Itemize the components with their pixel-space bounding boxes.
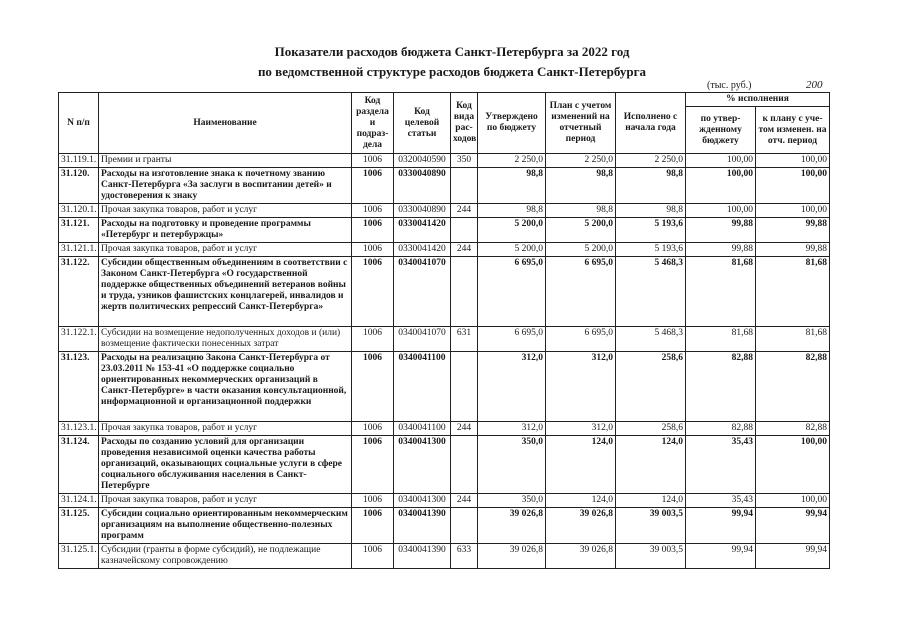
row-type-code bbox=[451, 508, 478, 544]
row-pct-plan: 100,00 bbox=[756, 494, 830, 508]
row-approved: 6 695,0 bbox=[478, 257, 546, 327]
row-name: Расходы на подготовку и проведение программы «Петербург и петербуржцы» bbox=[99, 218, 352, 243]
row-name: Прочая закупка товаров, работ и услуг bbox=[99, 422, 352, 436]
row-section-code: 1006 bbox=[352, 544, 394, 569]
row-target-code: 0340041100 bbox=[394, 352, 451, 422]
table-row bbox=[59, 508, 830, 544]
table-row bbox=[59, 327, 830, 352]
row-pct-plan: 100,00 bbox=[756, 168, 830, 204]
row-target-code: 0340041390 bbox=[394, 508, 451, 544]
row-approved: 39 026,8 bbox=[478, 544, 546, 569]
row-executed: 2 250,0 bbox=[616, 154, 686, 168]
row-executed: 258,6 bbox=[616, 422, 686, 436]
row-pct-budget: 99,88 bbox=[686, 243, 756, 257]
page-number: 200 bbox=[806, 79, 823, 91]
row-plan: 98,8 bbox=[546, 204, 616, 218]
row-target-code: 0340041070 bbox=[394, 327, 451, 352]
row-type-code: 244 bbox=[451, 494, 478, 508]
row-approved: 312,0 bbox=[478, 352, 546, 422]
row-target-code: 0340041070 bbox=[394, 257, 451, 327]
row-approved: 350,0 bbox=[478, 436, 546, 494]
row-type-code bbox=[451, 352, 478, 422]
row-pct-plan: 99,88 bbox=[756, 243, 830, 257]
header-pct-group: % исполнения bbox=[686, 93, 830, 107]
header-pct-budget: по утвер-жденному бюджету bbox=[686, 107, 756, 154]
row-plan: 2 250,0 bbox=[546, 154, 616, 168]
row-plan: 6 695,0 bbox=[546, 327, 616, 352]
table-row bbox=[59, 494, 830, 508]
row-pct-budget: 35,43 bbox=[686, 494, 756, 508]
header-type: Код вида рас-ходов bbox=[451, 93, 478, 154]
row-plan: 124,0 bbox=[546, 436, 616, 494]
report-subtitle: по ведомственной структуре расходов бюджета Санкт-Петербурга bbox=[257, 64, 647, 79]
row-number: 31.123. bbox=[59, 352, 99, 422]
row-number: 31.120. bbox=[59, 168, 99, 204]
table-row bbox=[59, 243, 830, 257]
row-name: Прочая закупка товаров, работ и услуг bbox=[99, 204, 352, 218]
row-executed: 98,8 bbox=[616, 168, 686, 204]
expenses-table bbox=[58, 92, 830, 569]
row-target-code: 0340041300 bbox=[394, 436, 451, 494]
row-target-code: 0330040890 bbox=[394, 168, 451, 204]
table-row bbox=[59, 218, 830, 243]
row-executed: 5 193,6 bbox=[616, 243, 686, 257]
row-number: 31.120.1. bbox=[59, 204, 99, 218]
header-pct-plan: к плану с уче-том изменен. на отч. период bbox=[756, 107, 830, 154]
row-pct-budget: 100,00 bbox=[686, 154, 756, 168]
row-approved: 39 026,8 bbox=[478, 508, 546, 544]
row-section-code: 1006 bbox=[352, 243, 394, 257]
row-target-code: 0330041420 bbox=[394, 243, 451, 257]
row-plan: 312,0 bbox=[546, 422, 616, 436]
row-executed: 5 193,6 bbox=[616, 218, 686, 243]
header-approved: Утверждено по бюджету bbox=[478, 93, 546, 154]
row-name: Расходы на реализацию Закона Санкт-Петербурга от 23.03.2011 № 153-41 «О поддержке социально ориентированных некоммерческих организаций в Санкт-Петербурге» в части оказания консультационной, информационной и организационной поддержки bbox=[99, 352, 352, 422]
row-type-code: 631 bbox=[451, 327, 478, 352]
row-approved: 6 695,0 bbox=[478, 327, 546, 352]
row-section-code: 1006 bbox=[352, 422, 394, 436]
header-num: N п/п bbox=[59, 93, 99, 154]
header-plan: План с учетом изменений на отчетный период bbox=[546, 93, 616, 154]
row-target-code: 0330040890 bbox=[394, 204, 451, 218]
row-executed: 39 003,5 bbox=[616, 508, 686, 544]
row-type-code bbox=[451, 168, 478, 204]
table-row bbox=[59, 154, 830, 168]
row-number: 31.125. bbox=[59, 508, 99, 544]
row-name: Субсидии (гранты в форме субсидий), не подлежащие казначейскому сопровождению bbox=[99, 544, 352, 569]
row-plan: 6 695,0 bbox=[546, 257, 616, 327]
row-plan: 39 026,8 bbox=[546, 508, 616, 544]
row-section-code: 1006 bbox=[352, 154, 394, 168]
row-pct-budget: 100,00 bbox=[686, 168, 756, 204]
row-section-code: 1006 bbox=[352, 352, 394, 422]
row-name: Субсидии на возмещение недополученных доходов и (или) возмещение фактически понесенных затрат bbox=[99, 327, 352, 352]
row-number: 31.124. bbox=[59, 436, 99, 494]
header-target: Код целевой статьи bbox=[394, 93, 451, 154]
row-pct-budget: 99,88 bbox=[686, 218, 756, 243]
row-executed: 39 003,5 bbox=[616, 544, 686, 569]
table-row bbox=[59, 352, 830, 422]
row-target-code: 0340041100 bbox=[394, 422, 451, 436]
row-pct-budget: 100,00 bbox=[686, 204, 756, 218]
row-name: Расходы по созданию условий для организации проведения независимой оценки качества работы организаций, оказывающих социальные услуги в сфере социального обслуживания населения в Санкт-Петербурге bbox=[99, 436, 352, 494]
row-type-code: 350 bbox=[451, 154, 478, 168]
row-pct-budget: 81,68 bbox=[686, 327, 756, 352]
row-pct-budget: 82,88 bbox=[686, 422, 756, 436]
row-plan: 124,0 bbox=[546, 494, 616, 508]
row-type-code bbox=[451, 257, 478, 327]
table-row bbox=[59, 544, 830, 569]
row-section-code: 1006 bbox=[352, 494, 394, 508]
row-approved: 350,0 bbox=[478, 494, 546, 508]
row-executed: 98,8 bbox=[616, 204, 686, 218]
table-row bbox=[59, 257, 830, 327]
row-number: 31.122.1. bbox=[59, 327, 99, 352]
row-type-code: 633 bbox=[451, 544, 478, 569]
row-pct-budget: 99,94 bbox=[686, 544, 756, 569]
header-executed: Исполнено с начала года bbox=[616, 93, 686, 154]
row-pct-plan: 99,94 bbox=[756, 508, 830, 544]
row-target-code: 0340041390 bbox=[394, 544, 451, 569]
row-section-code: 1006 bbox=[352, 218, 394, 243]
row-section-code: 1006 bbox=[352, 508, 394, 544]
row-name: Прочая закупка товаров, работ и услуг bbox=[99, 494, 352, 508]
row-pct-plan: 99,88 bbox=[756, 218, 830, 243]
row-executed: 5 468,3 bbox=[616, 327, 686, 352]
row-number: 31.122. bbox=[59, 257, 99, 327]
row-pct-plan: 99,94 bbox=[756, 544, 830, 569]
row-type-code: 244 bbox=[451, 422, 478, 436]
row-section-code: 1006 bbox=[352, 168, 394, 204]
row-section-code: 1006 bbox=[352, 204, 394, 218]
row-approved: 2 250,0 bbox=[478, 154, 546, 168]
row-type-code: 244 bbox=[451, 243, 478, 257]
row-number: 31.123.1. bbox=[59, 422, 99, 436]
row-approved: 98,8 bbox=[478, 204, 546, 218]
row-target-code: 0320040590 bbox=[394, 154, 451, 168]
row-pct-budget: 82,88 bbox=[686, 352, 756, 422]
row-target-code: 0340041300 bbox=[394, 494, 451, 508]
row-approved: 5 200,0 bbox=[478, 218, 546, 243]
row-plan: 39 026,8 bbox=[546, 544, 616, 569]
header-section: Код раздела и подраз-дела bbox=[352, 93, 394, 154]
table-row bbox=[59, 436, 830, 494]
row-pct-plan: 82,88 bbox=[756, 422, 830, 436]
row-plan: 312,0 bbox=[546, 352, 616, 422]
row-pct-plan: 81,68 bbox=[756, 257, 830, 327]
header-name: Наименование bbox=[99, 93, 352, 154]
row-pct-plan: 82,88 bbox=[756, 352, 830, 422]
row-executed: 124,0 bbox=[616, 436, 686, 494]
row-plan: 5 200,0 bbox=[546, 243, 616, 257]
row-number: 31.119.1. bbox=[59, 154, 99, 168]
row-number: 31.125.1. bbox=[59, 544, 99, 569]
row-name: Субсидии социально ориентированным некоммерческим организациям на выполнение общественно-полезных программ bbox=[99, 508, 352, 544]
row-approved: 98,8 bbox=[478, 168, 546, 204]
row-name: Расходы на изготовление знака к почетному званию Санкт-Петербурга «За заслуги в воспитании детей» и удостоверения к знаку bbox=[99, 168, 352, 204]
table-row bbox=[59, 204, 830, 218]
report-title: Показатели расходов бюджета Санкт-Петербурга за 2022 год bbox=[274, 44, 630, 59]
row-approved: 5 200,0 bbox=[478, 243, 546, 257]
row-section-code: 1006 bbox=[352, 257, 394, 327]
row-pct-budget: 81,68 bbox=[686, 257, 756, 327]
row-target-code: 0330041420 bbox=[394, 218, 451, 243]
row-approved: 312,0 bbox=[478, 422, 546, 436]
row-plan: 98,8 bbox=[546, 168, 616, 204]
row-type-code: 244 bbox=[451, 204, 478, 218]
row-section-code: 1006 bbox=[352, 327, 394, 352]
table-row bbox=[59, 168, 830, 204]
row-name: Премии и гранты bbox=[99, 154, 352, 168]
row-name: Прочая закупка товаров, работ и услуг bbox=[99, 243, 352, 257]
row-type-code bbox=[451, 218, 478, 243]
row-number: 31.121.1. bbox=[59, 243, 99, 257]
table-row bbox=[59, 422, 830, 436]
row-executed: 5 468,3 bbox=[616, 257, 686, 327]
row-pct-plan: 100,00 bbox=[756, 436, 830, 494]
row-pct-plan: 81,68 bbox=[756, 327, 830, 352]
row-number: 31.121. bbox=[59, 218, 99, 243]
row-pct-budget: 99,94 bbox=[686, 508, 756, 544]
row-type-code bbox=[451, 436, 478, 494]
row-pct-plan: 100,00 bbox=[756, 204, 830, 218]
row-number: 31.124.1. bbox=[59, 494, 99, 508]
units-label: (тыс. руб.) bbox=[707, 80, 752, 91]
row-executed: 124,0 bbox=[616, 494, 686, 508]
row-pct-budget: 35,43 bbox=[686, 436, 756, 494]
row-section-code: 1006 bbox=[352, 436, 394, 494]
row-plan: 5 200,0 bbox=[546, 218, 616, 243]
row-executed: 258,6 bbox=[616, 352, 686, 422]
row-name: Субсидии общественным объединениям в соответствии с Законом Санкт-Петербурга «О государственной поддержке общественных объединений ветеранов войны и труда, узников фашистских концлагерей, инвалидов и жертв политических репрессий Санкт-Петербурга» bbox=[99, 257, 352, 327]
row-pct-plan: 100,00 bbox=[756, 154, 830, 168]
